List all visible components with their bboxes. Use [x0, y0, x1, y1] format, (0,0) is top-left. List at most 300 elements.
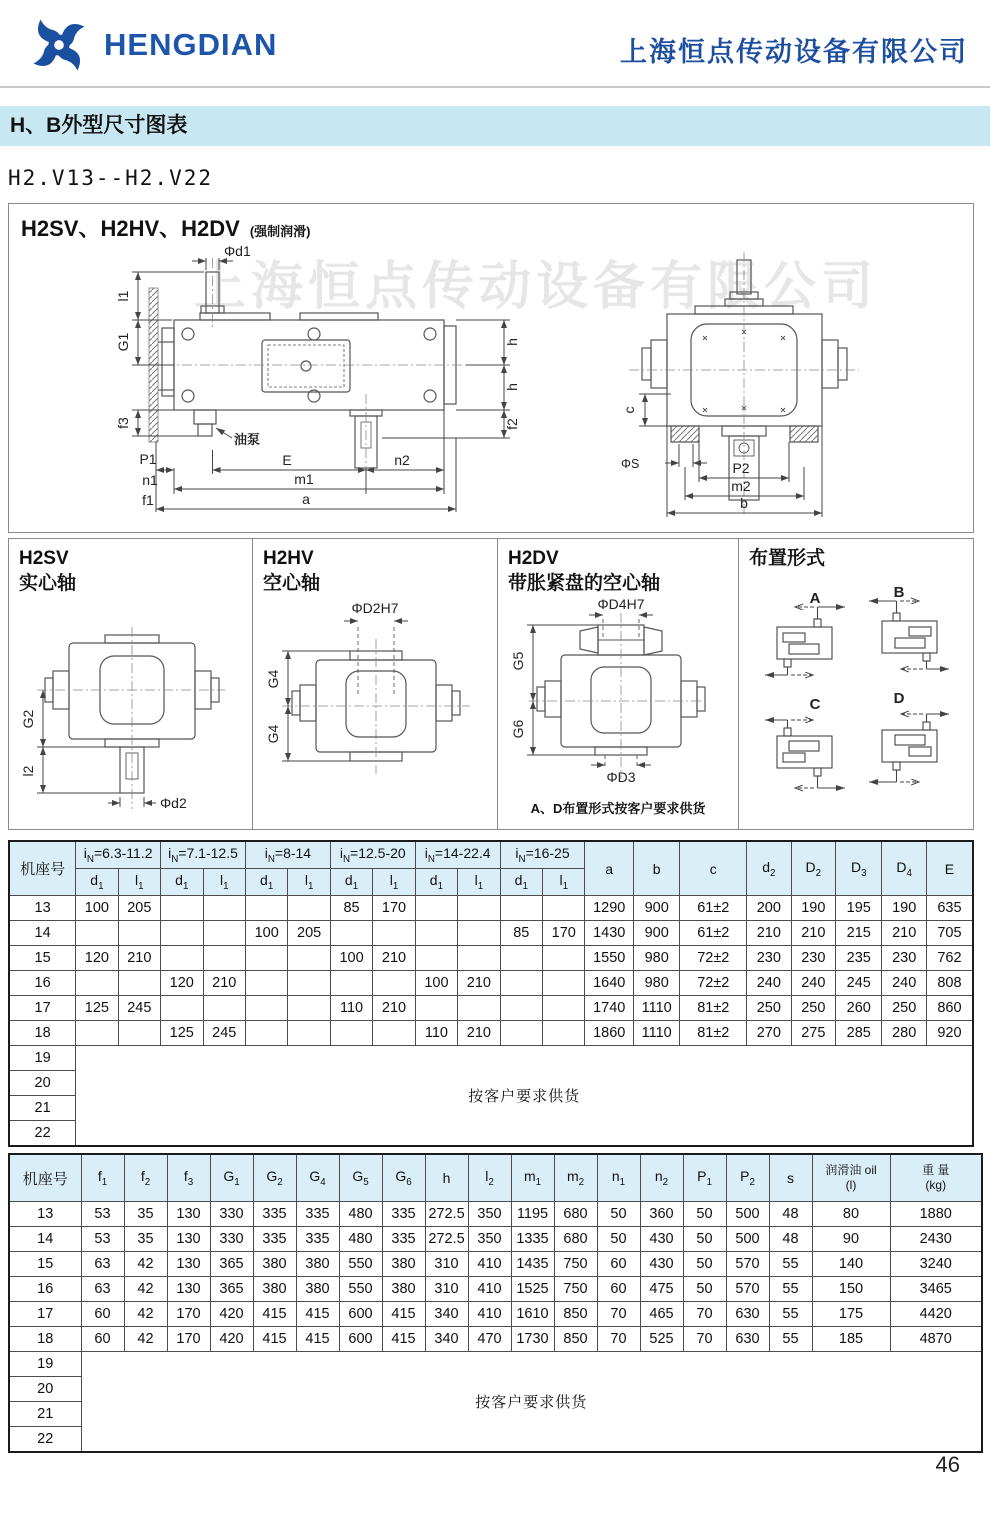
t2-cell: 415	[253, 1302, 296, 1327]
dim-label-G1: G1	[115, 332, 131, 352]
table-row	[9, 1352, 982, 1377]
t1-dim-header: c	[680, 841, 747, 896]
t1-cell: 1110	[633, 1021, 679, 1046]
t2-cell: 335	[296, 1202, 339, 1227]
t2-cell: 3465	[890, 1277, 982, 1302]
t1-cell: 900	[633, 896, 679, 921]
t2-cell: 50	[597, 1202, 640, 1227]
t1-cell: 125	[161, 1021, 203, 1046]
panel-h2sv	[8, 538, 253, 830]
side-view-dimensions	[132, 258, 510, 512]
t2-cell: 410	[468, 1302, 511, 1327]
t2-oil-header: 润滑油 oil (l)	[812, 1154, 890, 1202]
t1-sub-header: $l_1$	[458, 869, 500, 896]
t2-cell: 340	[425, 1327, 468, 1352]
t1-cell	[500, 896, 542, 921]
t2-cell: 50	[597, 1227, 640, 1252]
t2-cell: 15	[9, 1252, 81, 1277]
table-row	[9, 1202, 982, 1227]
t2-header: h	[425, 1154, 468, 1202]
t2-cell: 60	[81, 1327, 124, 1352]
t1-cell: 120	[161, 971, 203, 996]
dim-label-f2: f2	[504, 418, 520, 430]
main-diagram-panel	[8, 203, 974, 533]
dim-label-a: a	[302, 491, 310, 507]
t1-cell: 125	[76, 996, 118, 1021]
t1-cell: 240	[747, 971, 791, 996]
t2-cell: 185	[812, 1327, 890, 1352]
dim-label-l2: l2	[20, 765, 36, 777]
t2-cell: 130	[167, 1252, 210, 1277]
t1-cell: 170	[543, 921, 585, 946]
t1-cell	[245, 996, 287, 1021]
dimension-table-2	[8, 1153, 983, 1453]
t1-cell	[76, 921, 118, 946]
t2-cell: 130	[167, 1202, 210, 1227]
t1-cell	[118, 921, 160, 946]
t2-cell: 42	[124, 1327, 167, 1352]
t1-cell: 635	[926, 896, 973, 921]
t1-cell: 250	[791, 996, 835, 1021]
main-diagram-subtitle: (强制润滑)	[249, 224, 311, 239]
t2-cell: 380	[296, 1277, 339, 1302]
t2-cell: 415	[382, 1327, 425, 1352]
t1-cell	[245, 946, 287, 971]
t1-dim-header: a	[585, 841, 634, 896]
t2-cell: 4420	[890, 1302, 982, 1327]
t2-cell: 50	[683, 1277, 726, 1302]
panel-h2dv-note: A、D布置形式按客户要求供货	[530, 801, 706, 816]
t2-cell: 3240	[890, 1252, 982, 1277]
t1-cell	[288, 1021, 330, 1046]
arrangement-c-diagram	[757, 697, 857, 792]
t1-cell: 72±2	[680, 946, 747, 971]
t2-cell: 1880	[890, 1202, 982, 1227]
t1-cell	[500, 996, 542, 1021]
t1-cell	[415, 996, 457, 1021]
dim-label-m2: m2	[731, 478, 751, 494]
t2-cell: 53	[81, 1227, 124, 1252]
t1-cell: 980	[633, 946, 679, 971]
t1-ratio-header: $i_N=16-25$	[500, 841, 585, 869]
arrangement-d-diagram	[857, 691, 957, 786]
t2-cell: 42	[124, 1277, 167, 1302]
t1-cell: 980	[633, 971, 679, 996]
t1-cell: 1550	[585, 946, 634, 971]
t1-cell: 100	[76, 896, 118, 921]
t2-header: $f_1$	[81, 1154, 124, 1202]
table-row	[9, 1227, 982, 1252]
t1-cell: 280	[882, 1021, 926, 1046]
t1-cell: 210	[373, 996, 415, 1021]
arrangement-b-label: B	[893, 585, 905, 601]
t1-cell	[458, 946, 500, 971]
t2-cell: 415	[296, 1327, 339, 1352]
t1-frame-header: 机座号	[9, 841, 76, 896]
t2-cell: 63	[81, 1277, 124, 1302]
t2-cell: 80	[812, 1202, 890, 1227]
company-name: 上海恒点传动设备有限公司	[620, 37, 968, 67]
t2-cell: 1525	[511, 1277, 554, 1302]
t1-cell: 860	[926, 996, 973, 1021]
t2-cell: 48	[769, 1202, 812, 1227]
t2-cell: 630	[726, 1327, 769, 1352]
t2-cell: 70	[683, 1327, 726, 1352]
side-view-structure	[149, 272, 456, 468]
arrangement-b-diagram	[857, 585, 957, 680]
t1-sub-header: $l_1$	[288, 869, 330, 896]
h2dv-centerlines	[529, 613, 707, 779]
oil-pump-label: 油泵	[234, 432, 261, 447]
dim-label-G4-bottom: G4	[265, 724, 281, 744]
t2-cell: 850	[554, 1302, 597, 1327]
t1-cell	[288, 971, 330, 996]
t2-cell: 130	[167, 1277, 210, 1302]
dim-label-P2: P2	[732, 460, 750, 476]
dim-label-f3: f3	[115, 417, 131, 429]
t2-cell: 42	[124, 1302, 167, 1327]
t1-cell	[118, 971, 160, 996]
t1-cell	[458, 896, 500, 921]
t1-cell: 205	[288, 921, 330, 946]
arrangement-a-diagram	[757, 591, 857, 686]
t2-cell: 48	[769, 1227, 812, 1252]
t1-cell: 1640	[585, 971, 634, 996]
t2-header: s	[769, 1154, 812, 1202]
t2-cell: 175	[812, 1302, 890, 1327]
t1-ratio-header: $i_N=14-22.4$	[415, 841, 500, 869]
table-row	[9, 1277, 982, 1302]
t1-cell	[543, 896, 585, 921]
t2-cell: 60	[81, 1302, 124, 1327]
t2-cell: 17	[9, 1302, 81, 1327]
t2-header: $f_3$	[167, 1154, 210, 1202]
t1-cell: 245	[118, 996, 160, 1021]
t1-cell: 275	[791, 1021, 835, 1046]
side-view-centerlines	[164, 258, 466, 482]
t1-cell: 285	[836, 1021, 882, 1046]
t2-cell: 415	[253, 1327, 296, 1352]
t1-cell	[543, 1021, 585, 1046]
t1-cell: 1740	[585, 996, 634, 1021]
dim-label-G5: G5	[510, 651, 526, 671]
t1-cell	[330, 971, 372, 996]
t1-sub-header: $l_1$	[203, 869, 245, 896]
t2-cell: 430	[640, 1252, 683, 1277]
t1-ratio-header: $i_N=12.5-20$	[330, 841, 415, 869]
t2-cell: 475	[640, 1277, 683, 1302]
panel-h2dv-type: 带胀紧盘的空心轴	[508, 572, 661, 594]
t1-cell: 260	[836, 996, 882, 1021]
t1-cell	[373, 1021, 415, 1046]
dim-label-G2: G2	[20, 709, 36, 729]
t1-cell	[76, 971, 118, 996]
t2-cell: 430	[640, 1227, 683, 1252]
section-title-bar	[0, 106, 990, 146]
t2-header: $m_2$	[554, 1154, 597, 1202]
t2-cell: 272.5	[425, 1227, 468, 1252]
t2-cell: 170	[167, 1327, 210, 1352]
t2-cell: 335	[253, 1227, 296, 1252]
t2-cell: 680	[554, 1227, 597, 1252]
t1-sub-header: $d_1$	[245, 869, 287, 896]
h2hv-drawing	[258, 599, 493, 814]
t2-cell: 1195	[511, 1202, 554, 1227]
section-title: H、B外型尺寸图表	[10, 114, 188, 137]
t1-cell: 210	[118, 946, 160, 971]
t2-cell: 14	[9, 1227, 81, 1252]
t1-cell: 250	[747, 996, 791, 1021]
t1-frame-cell: 19	[9, 1046, 76, 1071]
t1-cell: 210	[882, 921, 926, 946]
panel-h2dv-model: H2DV	[508, 548, 559, 569]
t1-cell: 230	[791, 946, 835, 971]
table-row	[9, 1327, 982, 1352]
dim-label-n2: n2	[394, 452, 410, 468]
t2-cell: 340	[425, 1302, 468, 1327]
t1-sub-header: $l_1$	[118, 869, 160, 896]
t2-cell: 53	[81, 1202, 124, 1227]
t2-frame-cell: 22	[9, 1427, 81, 1453]
t2-header: $G_1$	[210, 1154, 253, 1202]
brand-name: HENGDIAN	[104, 27, 278, 62]
t1-cell	[161, 946, 203, 971]
t2-cell: 310	[425, 1252, 468, 1277]
t2-header: $m_1$	[511, 1154, 554, 1202]
t1-cell	[543, 996, 585, 1021]
t1-cell	[245, 971, 287, 996]
t2-header: $l_2$	[468, 1154, 511, 1202]
table-row	[9, 1046, 973, 1071]
t1-cell: 230	[882, 946, 926, 971]
panel-h2hv	[253, 538, 498, 830]
t1-cell: 72±2	[680, 971, 747, 996]
table-row	[9, 996, 973, 1021]
t2-cell: 90	[812, 1227, 890, 1252]
dim-label-phi-d2: Φd2	[160, 795, 187, 811]
t1-cell	[161, 996, 203, 1021]
dim-label-G4-top: G4	[265, 669, 281, 689]
t2-cell: 380	[382, 1277, 425, 1302]
t1-cell	[203, 896, 245, 921]
t1-cell: 270	[747, 1021, 791, 1046]
t1-ratio-header: $i_N=7.1-12.5$	[161, 841, 246, 869]
t2-cell: 380	[296, 1252, 339, 1277]
t2-cell: 470	[468, 1327, 511, 1352]
t2-cell: 335	[296, 1227, 339, 1252]
t2-cell: 140	[812, 1252, 890, 1277]
t1-cell: 210	[373, 946, 415, 971]
dim-label-h-upper: h	[504, 338, 520, 346]
panel-h2dv-title	[508, 547, 660, 596]
t2-cell: 550	[339, 1277, 382, 1302]
t2-cell: 50	[683, 1202, 726, 1227]
t1-cell: 61±2	[680, 896, 747, 921]
table-row	[9, 1252, 982, 1277]
t2-cell: 63	[81, 1252, 124, 1277]
t1-cell	[500, 946, 542, 971]
main-diagram-title	[21, 212, 311, 243]
t2-cell: 335	[253, 1202, 296, 1227]
t1-frame-cell: 22	[9, 1121, 76, 1147]
t1-cell	[161, 896, 203, 921]
t2-cell: 380	[382, 1252, 425, 1277]
t1-cell: 230	[747, 946, 791, 971]
t1-cell: 110	[415, 1021, 457, 1046]
t1-cell	[543, 971, 585, 996]
dim-label-c: c	[621, 406, 637, 414]
t1-frame-cell: 20	[9, 1071, 76, 1096]
t1-cell: 235	[836, 946, 882, 971]
t1-cell: 200	[747, 896, 791, 921]
t1-cell	[245, 1021, 287, 1046]
t2-cell: 2430	[890, 1227, 982, 1252]
t1-dim-header: $D_3$	[836, 841, 882, 896]
t1-cell	[458, 921, 500, 946]
t1-dim-header: E	[926, 841, 973, 896]
t2-frame-cell: 21	[9, 1402, 81, 1427]
t2-cell: 465	[640, 1302, 683, 1327]
watermark: 上海恒点传动设备有限公司	[194, 258, 879, 316]
panel-arrangements	[739, 538, 974, 830]
t2-cell: 420	[210, 1302, 253, 1327]
t1-cell: 210	[791, 921, 835, 946]
t2-cell: 480	[339, 1202, 382, 1227]
t2-cell: 70	[597, 1327, 640, 1352]
t1-cell: 18	[9, 1021, 76, 1046]
arrangement-d-label: D	[893, 691, 905, 707]
t1-cell: 210	[747, 921, 791, 946]
table-row	[9, 921, 973, 946]
t2-cell: 350	[468, 1227, 511, 1252]
t1-cell	[543, 946, 585, 971]
t1-cell	[500, 971, 542, 996]
t1-ratio-header: $i_N=8-14$	[245, 841, 330, 869]
t2-frame-cell: 20	[9, 1377, 81, 1402]
t2-cell: 13	[9, 1202, 81, 1227]
t1-cell	[373, 971, 415, 996]
t2-cell: 350	[468, 1202, 511, 1227]
t1-cell: 245	[836, 971, 882, 996]
t1-dim-header: b	[633, 841, 679, 896]
t2-cell: 130	[167, 1227, 210, 1252]
t2-cell: 16	[9, 1277, 81, 1302]
h2sv-centerlines	[37, 627, 225, 809]
t1-cell	[203, 996, 245, 1021]
panel-h2sv-type: 实心轴	[19, 572, 77, 594]
t2-cell: 420	[210, 1327, 253, 1352]
t1-cell: 1110	[633, 996, 679, 1021]
t1-cell: 190	[791, 896, 835, 921]
t1-cell	[288, 996, 330, 1021]
t2-cell: 35	[124, 1202, 167, 1227]
t1-ratio-header: $i_N=6.3-11.2$	[76, 841, 161, 869]
t1-cell: 190	[882, 896, 926, 921]
dim-label-phi-s: ΦS	[621, 457, 640, 471]
t2-cell: 365	[210, 1252, 253, 1277]
t2-cell: 70	[683, 1302, 726, 1327]
dim-label-phi-D3: ΦD3	[606, 769, 636, 785]
t1-cell: 240	[882, 971, 926, 996]
t1-cell	[500, 1021, 542, 1046]
t2-cell: 42	[124, 1252, 167, 1277]
arrangement-b-shape	[869, 601, 949, 669]
t2-weight-header: 重 量 (kg)	[890, 1154, 982, 1202]
t1-cell: 195	[836, 896, 882, 921]
t2-cell: 330	[210, 1202, 253, 1227]
dim-label-f1: f1	[142, 492, 154, 508]
t2-cell: 150	[812, 1277, 890, 1302]
panel-h2sv-title	[19, 547, 76, 596]
t1-cell: 240	[791, 971, 835, 996]
dim-label-n1: n1	[142, 472, 158, 488]
t1-cell: 110	[330, 996, 372, 1021]
panel-h2hv-type: 空心轴	[263, 572, 321, 594]
t1-cell: 762	[926, 946, 973, 971]
t1-cell: 14	[9, 921, 76, 946]
t1-cell: 13	[9, 896, 76, 921]
arrangement-d-shape	[869, 714, 949, 782]
t2-cell: 70	[597, 1302, 640, 1327]
t2-header: $G_4$	[296, 1154, 339, 1202]
t1-cell: 705	[926, 921, 973, 946]
t1-cell: 1290	[585, 896, 634, 921]
t1-cell	[161, 921, 203, 946]
t1-sub-header: $d_1$	[76, 869, 118, 896]
table-row	[9, 1302, 982, 1327]
t2-cell: 170	[167, 1302, 210, 1327]
hengdian-logo-icon	[30, 12, 88, 78]
main-diagram-models: H2SV、H2HV、H2DV	[21, 216, 240, 241]
t1-cell: 205	[118, 896, 160, 921]
t1-cell	[415, 921, 457, 946]
t2-cell: 500	[726, 1227, 769, 1252]
t1-cell: 81±2	[680, 1021, 747, 1046]
table-row	[9, 946, 973, 971]
t1-cell	[245, 896, 287, 921]
t2-cell: 630	[726, 1302, 769, 1327]
t2-cell: 50	[683, 1252, 726, 1277]
t1-cell: 16	[9, 971, 76, 996]
t2-cell: 380	[253, 1252, 296, 1277]
h2sv-dimensions	[37, 690, 156, 807]
arrangement-c-label: C	[809, 697, 821, 713]
t2-cell: 4870	[890, 1327, 982, 1352]
t2-cell: 272.5	[425, 1202, 468, 1227]
t1-cell	[330, 921, 372, 946]
t2-cell: 50	[683, 1227, 726, 1252]
table-row	[9, 896, 973, 921]
t1-cell: 920	[926, 1021, 973, 1046]
t1-cell: 17	[9, 996, 76, 1021]
dim-label-l1: l1	[115, 290, 131, 302]
t1-cell: 85	[500, 921, 542, 946]
dim-label-b: b	[740, 495, 748, 511]
t1-cell: 210	[458, 971, 500, 996]
t1-cell: 85	[330, 896, 372, 921]
t2-cell: 750	[554, 1277, 597, 1302]
t1-sub-header: $d_1$	[161, 869, 203, 896]
dimension-table-1	[8, 840, 974, 1147]
t2-cell: 335	[382, 1227, 425, 1252]
t2-cell: 55	[769, 1277, 812, 1302]
dim-label-G6: G6	[510, 719, 526, 739]
dimension-table-2-wrap	[8, 1153, 974, 1453]
t2-header: $f_2$	[124, 1154, 167, 1202]
t2-cell: 365	[210, 1277, 253, 1302]
t1-sub-header: $d_1$	[330, 869, 372, 896]
t1-cell: 1860	[585, 1021, 634, 1046]
